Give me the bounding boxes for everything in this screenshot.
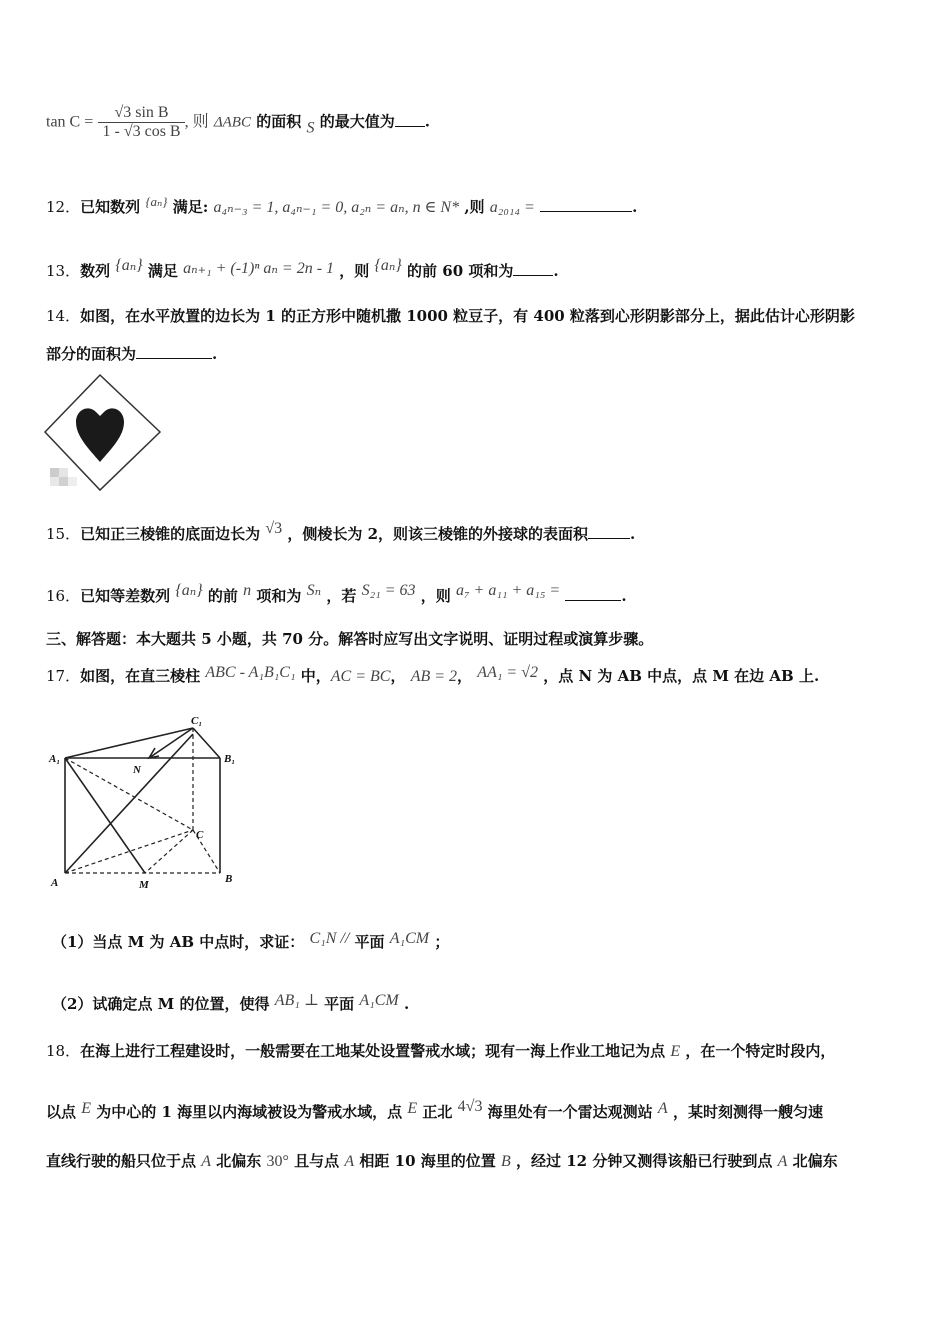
watermark-block: [50, 468, 59, 477]
q17-part2-plane: A₁CM: [359, 992, 399, 1009]
q17-prism: ABC - A₁B₁C₁: [205, 664, 296, 681]
q18-text2c: 正北: [422, 1103, 453, 1121]
q14-answer-blank: [136, 344, 212, 359]
q13-number: 13．: [46, 262, 81, 280]
q16-seq: {aₙ}: [175, 582, 203, 599]
q17-cond2: AB = 2: [410, 668, 458, 685]
label-A1: A₁: [49, 753, 61, 765]
q17-part1: [52, 930, 449, 952]
q18-distance: 4√3: [457, 1098, 483, 1115]
q17-text1: 如图，在直三棱柱: [80, 667, 201, 685]
q16-text3: 项和为: [256, 587, 302, 605]
q17-part1-label: （1）当点 M 为 AB 中点时，求证：: [52, 933, 305, 951]
q18-A-1: A: [657, 1100, 668, 1117]
q16-number: 16．: [46, 587, 81, 605]
q17-part1-plane: A₁CM: [389, 930, 430, 947]
q13-end: .: [553, 262, 559, 280]
q14-line1: [46, 305, 855, 326]
q11-text1: 的面积: [256, 112, 302, 131]
q16-sn: Sₙ: [306, 582, 322, 599]
q15-number: 15．: [46, 525, 81, 543]
q18-text3e: ，经过 12 分钟又测得该船已行驶到点: [516, 1152, 773, 1170]
q18-number: 18．: [46, 1042, 81, 1060]
q17-part2-label: （2）试确定点 M 的位置，使得: [52, 995, 270, 1013]
q13-seq: {aₙ}: [115, 257, 143, 274]
q17-line: [46, 664, 819, 686]
q17-text2: 中，: [300, 667, 331, 685]
q11-mid: , 则: [184, 113, 209, 131]
q15-value: √3: [265, 520, 283, 537]
q18-text3f: 北偏东: [792, 1152, 838, 1170]
q13-text1: 数列: [80, 262, 111, 280]
q17-part2-end: .: [403, 995, 410, 1013]
watermark-block-2: [59, 468, 68, 477]
q18-E-1: E: [670, 1043, 681, 1060]
q17-number: 17．: [46, 667, 81, 685]
q12-seq: {aₙ}: [145, 194, 168, 209]
q11-answer-blank: [395, 112, 425, 127]
q12-expr: a₂₀₁₄ =: [489, 199, 535, 216]
q16-end: .: [621, 587, 627, 605]
q13-answer-blank: [513, 261, 553, 276]
q17-part1-expr: C₁N //: [309, 930, 350, 947]
q13-line: [46, 255, 559, 281]
q12-end: .: [632, 198, 638, 216]
q11-s: S: [306, 119, 315, 137]
q18-A-3: A: [344, 1153, 355, 1170]
q11-numerator: √3 sin B: [98, 104, 184, 123]
watermark-block-3: [59, 477, 68, 486]
watermark-block-4: [68, 477, 77, 486]
q18-line2: [46, 1098, 823, 1122]
q18-E-3: E: [407, 1100, 418, 1117]
heart-icon: [76, 408, 124, 462]
q17-cond3: AA₁ = √2: [477, 664, 538, 681]
q16-text5: ，则: [420, 587, 451, 605]
label-C: C: [196, 829, 204, 841]
label-B1: B₁: [224, 753, 236, 765]
q12-condition: a₄ₙ₋₃ = 1, a₄ₙ₋₁ = 0, a₂ₙ = aₙ, n ∈ N*: [213, 199, 460, 216]
q12-answer-blank: [540, 197, 632, 212]
q16-line: [46, 580, 627, 606]
label-M: M: [139, 879, 149, 891]
q17-part1-text: 平面: [354, 933, 385, 951]
edge-C-M: [145, 830, 193, 873]
q17-sep1: ，: [390, 667, 406, 685]
q15-answer-blank: [588, 524, 630, 539]
q13-condition: aₙ₊₁ + (-1)ⁿ aₙ = 2n - 1: [183, 260, 335, 277]
q18-text1: 在海上进行工程建设时，一般需要在工地某处设置警戒水域；现有一海上作业工地记为点: [80, 1042, 666, 1060]
q18-text2a: 以点: [46, 1103, 77, 1121]
label-B: B: [225, 873, 233, 885]
q11-denominator: 1 - √3 cos B: [102, 123, 181, 140]
q18-text2e: ，某时刻测得一艘匀速: [672, 1103, 823, 1121]
q18-text2b: 为中心的 1 海里以内海域被设为警戒水域，点: [96, 1103, 403, 1121]
q16-condition: S₂₁ = 63: [361, 582, 416, 599]
q18-text3d: 相距 10 海里的位置: [359, 1152, 496, 1170]
q12-text2: 满足:: [172, 198, 209, 216]
q12-line: [46, 194, 637, 217]
q13-text2: 满足: [147, 262, 178, 280]
label-C1: C₁: [191, 715, 203, 727]
q18-E-2: E: [81, 1100, 92, 1117]
q13-text3: ，则: [339, 262, 370, 280]
q18-text3c: 且与点: [294, 1152, 340, 1170]
q14-text2: 部分的面积为: [46, 345, 137, 363]
q16-text4: ，若: [326, 587, 357, 605]
q18-A-2: A: [201, 1153, 212, 1170]
heart-in-square-figure: [40, 370, 165, 495]
q17-sep2: ，: [457, 667, 473, 685]
prism-figure: [45, 710, 245, 895]
edge-C1-B1: [193, 728, 220, 758]
q18-text3b: 北偏东: [216, 1152, 262, 1170]
q14-line2: [46, 343, 217, 364]
q15-end: .: [630, 525, 636, 543]
q12-text1: 已知数列: [80, 198, 141, 216]
q13-text4: 的前 60 项和为: [407, 262, 514, 280]
edge-A1-C: [65, 758, 193, 830]
q16-expr: a₇ + a₁₁ + a₁₅ =: [455, 582, 561, 599]
q15-text1: 已知正三棱锥的底面边长为: [80, 525, 261, 543]
q17-text3: ，点 N 为 AB 中点，点 M 在边 AB 上.: [543, 667, 820, 685]
edge-A1-C1: [65, 728, 193, 758]
q18-line3: [46, 1150, 838, 1171]
q11-fraction: [98, 104, 184, 141]
q17-part2-text: 平面: [324, 995, 355, 1013]
q11-lhs: tan C =: [46, 113, 94, 131]
q14-number: 14．: [46, 307, 81, 325]
q16-n: n: [243, 582, 252, 599]
q13-seq2: {aₙ}: [374, 257, 402, 274]
section-three-text: 三、解答题：本大题共 5 小题，共 70 分。解答时应写出文字说明、证明过程或演算步骤。: [46, 630, 654, 648]
q18-text3a: 直线行驶的船只位于点: [46, 1152, 197, 1170]
label-A: A: [51, 877, 59, 889]
q14-text1: 如图，在水平放置的边长为 1 的正方形中随机撒 1000 粒豆子，有 400 粒落到心形阴影部分上，据此估计心形阴影: [80, 307, 855, 325]
q11-text2: 的最大值为: [319, 112, 395, 131]
q18-text2d: 海里处有一个雷达观测站: [487, 1103, 653, 1121]
q14-end: .: [212, 345, 218, 363]
section-three-heading: [46, 628, 653, 649]
q18-text1b: ，在一个特定时段内，: [685, 1042, 836, 1060]
q12-text3: ,则: [464, 198, 485, 216]
q16-text2: 的前: [207, 587, 238, 605]
q16-answer-blank: [565, 586, 621, 601]
q17-part2-expr: AB₁ ⊥: [274, 992, 319, 1009]
q11-triangle: ΔABC: [213, 114, 251, 131]
label-N: N: [133, 764, 141, 776]
q18-B: B: [500, 1153, 511, 1170]
watermark-block-5: [50, 477, 59, 486]
q15-text2: ，侧棱长为 2，则该三棱锥的外接球的表面积: [287, 525, 589, 543]
q11-end: .: [424, 112, 430, 131]
q18-A-4: A: [777, 1153, 788, 1170]
q18-degree: 30°: [266, 1153, 289, 1170]
edge-A-B1: [65, 734, 193, 873]
q18-line1: [46, 1040, 835, 1061]
q17-cond1: AC = BC: [330, 668, 391, 685]
q17-part1-end: ；: [434, 933, 450, 951]
q17-part2: [52, 990, 409, 1014]
q11-line: [46, 104, 430, 141]
q15-line: [46, 520, 635, 544]
q12-number: 12．: [46, 198, 81, 216]
q16-text1: 已知等差数列: [80, 587, 171, 605]
